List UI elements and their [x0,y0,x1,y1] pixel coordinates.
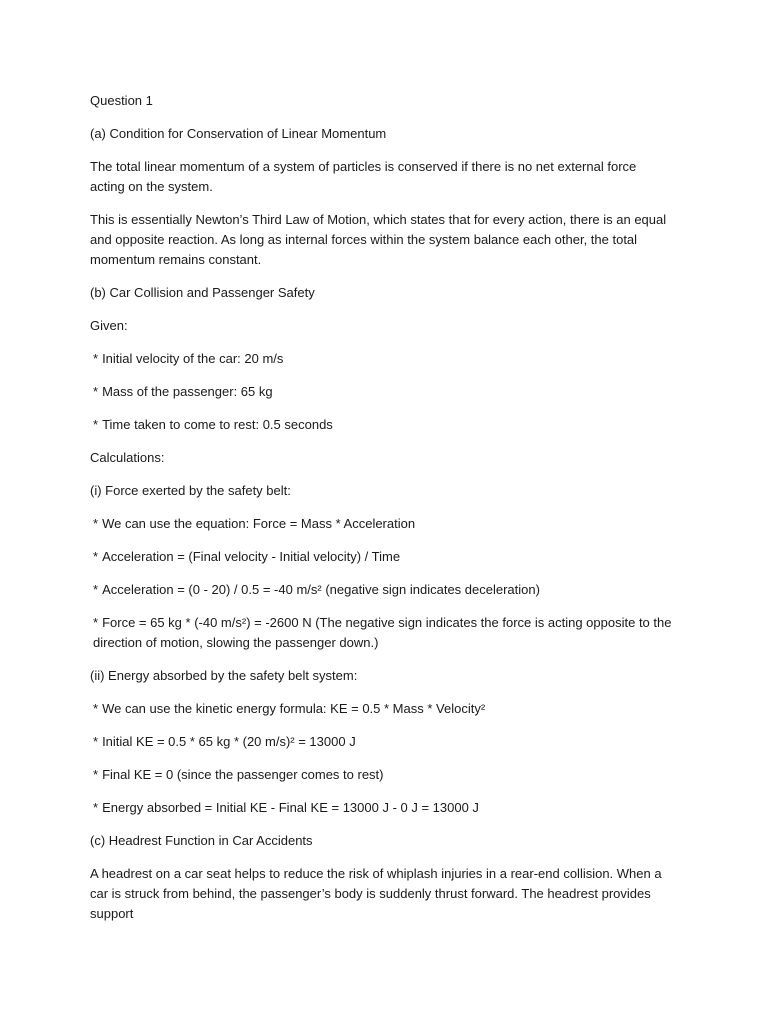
paragraph: (b) Car Collision and Passenger Safety [90,285,315,300]
bullet-item [90,415,672,435]
bullet-mark: * [93,734,99,749]
paragraph: A headrest on a car seat helps to reduce the risk of whiplash injuries in a rear-end collision. When a car is struck from behind, the passenger’s body is suddenly thrust forward. The headrest provides support [90,866,662,921]
bullet-mark: * [93,582,99,597]
bullet-mark: * [93,615,99,630]
bullet-text: Force = 65 kg * (-40 m/s²) = -2600 N (The negative sign indicates the force is acting opposite to the direction of motion, slowing the passenger down.) [93,615,672,650]
paragraph: This is essentially Newton’s Third Law of Motion, which states that for every action, there is an equal and opposite reaction. As long as internal forces within the system balance each other, the total momentum remains constant. [90,212,667,267]
paragraph: Calculations: [90,450,165,465]
document-page [90,91,672,937]
bullet-item [90,547,672,567]
bullet-text: Initial KE = 0.5 * 65 kg * (20 m/s)² = 13000 J [102,734,356,749]
paragraph: (a) Condition for Conservation of Linear Momentum [90,126,387,141]
bullet-item [90,613,672,653]
bullet-item [90,580,672,600]
bullet-mark: * [93,516,99,531]
paragraph: (ii) Energy absorbed by the safety belt system: [90,668,358,683]
paragraph: (c) Headrest Function in Car Accidents [90,833,313,848]
document-heading: Question 1 [90,93,153,108]
bullet-mark: * [93,701,99,716]
bullet-text: Acceleration = (Final velocity - Initial velocity) / Time [102,549,401,564]
paragraph: (i) Force exerted by the safety belt: [90,483,291,498]
bullet-mark: * [93,351,99,366]
bullet-text: Initial velocity of the car: 20 m/s [102,351,284,366]
bullet-item [90,382,672,402]
bullet-text: We can use the kinetic energy formula: KE = 0.5 * Mass * Velocity² [102,701,486,716]
bullet-mark: * [93,384,99,399]
bullet-mark: * [93,800,99,815]
bullet-item [90,798,672,818]
bullet-mark: * [93,767,99,782]
bullet-text: Acceleration = (0 - 20) / 0.5 = -40 m/s² (negative sign indicates deceleration) [102,582,540,597]
bullet-text: Mass of the passenger: 65 kg [102,384,273,399]
bullet-item [90,699,672,719]
paragraph: Given: [90,318,128,333]
bullet-item [90,765,672,785]
bullet-text: Final KE = 0 (since the passenger comes to rest) [102,767,384,782]
bullet-mark: * [93,417,99,432]
bullet-item [90,514,672,534]
bullet-item [90,349,672,369]
bullet-mark: * [93,549,99,564]
bullet-text: We can use the equation: Force = Mass * Acceleration [102,516,416,531]
bullet-text: Energy absorbed = Initial KE - Final KE = 13000 J - 0 J = 13000 J [102,800,479,815]
bullet-text: Time taken to come to rest: 0.5 seconds [102,417,333,432]
paragraph: The total linear momentum of a system of particles is conserved if there is no net external force acting on the system. [90,159,637,194]
bullet-item [90,732,672,752]
